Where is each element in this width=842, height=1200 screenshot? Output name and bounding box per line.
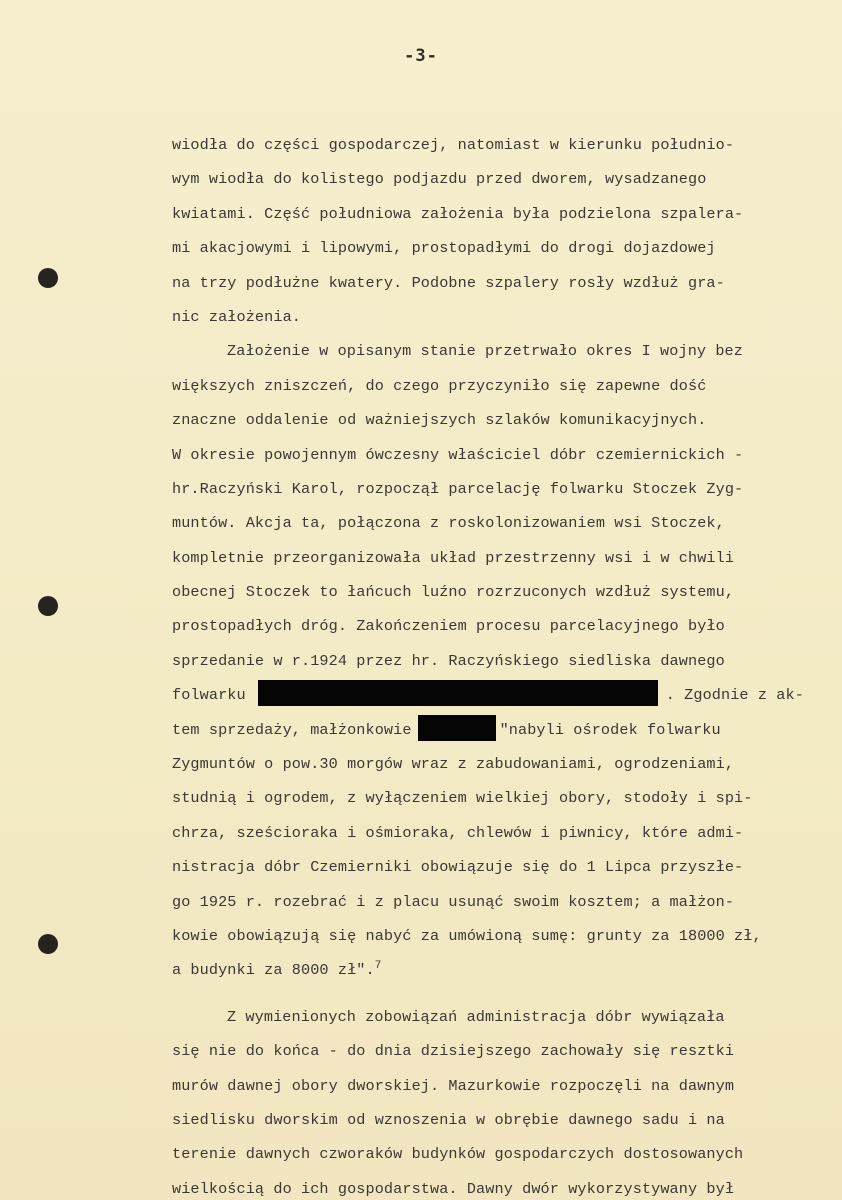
text-line: obecnej Stoczek to łańcuch luźno rozrzuconych wzdłuż systemu, [172, 583, 735, 602]
text-line: terenie dawnych czworaków budynków gospodarczych dostosowanych [172, 1145, 744, 1164]
text-line: chrza, sześcioraka i ośmioraka, chlewów i piwnicy, które admi- [172, 823, 744, 842]
text-line: sprzedanie w r.1924 przez hr. Raczyńskiego siedliska dawnego [172, 651, 725, 670]
text-line: znaczne oddalenie od ważniejszych szlaków komunikacyjnych. [172, 411, 707, 430]
text-line: hr.Raczyński Karol, rozpoczął parcelację folwarku Stoczek Zyg- [172, 479, 744, 498]
text-line: nistracja dóbr Czemierniki obowiązuje się do 1 Lipca przyszłe- [172, 858, 744, 877]
text-line: kwiatami. Część południowa założenia była podzielona szpalera- [172, 204, 744, 223]
text-line: Zygmuntów o pow.30 morgów wraz z zabudowaniami, ogrodzeniami, [172, 755, 735, 774]
text-line: wielkością do ich gospodarstwa. Dawny dwór wykorzystywany był [172, 1179, 735, 1198]
text-line: siedlisku dworskim od wznoszenia w obrębie dawnego sadu i na [172, 1110, 725, 1129]
text-line: się nie do końca - do dnia dzisiejszego zachowały się resztki [172, 1042, 735, 1061]
text-segment: tem sprzedaży, małżonkowie [172, 720, 412, 739]
text-line: Założenie w opisanym stanie przetrwało okres I wojny bez [227, 342, 743, 361]
punch-hole [38, 596, 58, 616]
text-segment: "nabyli ośrodek folwarku [499, 720, 721, 739]
text-line [172, 678, 812, 712]
punch-hole [38, 934, 58, 954]
redaction-block [258, 680, 658, 706]
text-line: W okresie powojennym ówczesny właściciel dóbr czemiernickich - [172, 445, 744, 464]
text-line: wiodła do części gospodarczej, natomiast w kierunku południo- [172, 136, 735, 154]
text-line: nic założenia. [172, 307, 301, 326]
redaction-block [418, 715, 496, 741]
body-text [172, 128, 812, 1200]
text-line: go 1925 r. rozebrać i z placu usunąć swoim kosztem; a małżon- [172, 892, 735, 911]
text-line: prostopadłych dróg. Zakończeniem procesu parcelacyjnego było [172, 617, 725, 636]
text-line: Z wymienionych zobowiązań administracja dóbr wywiązała [227, 1007, 725, 1026]
text-line: studnią i ogrodem, z wyłączeniem wielkiej obory, stodoły i spi- [172, 789, 753, 808]
text-line: kowie obowiązują się nabyć za umówioną sumę: grunty za 18000 zł, [172, 926, 762, 945]
text-segment: folwarku [172, 686, 246, 705]
text-line: wym wiodła do kolistego podjazdu przed dworem, wysadzanego [172, 170, 707, 189]
page-number: -3- [404, 46, 438, 66]
text-line: kompletnie przeorganizowała układ przestrzenny wsi i w chwili [172, 548, 735, 567]
text-segment: a budynki za 8000 zł". [172, 961, 375, 980]
text-line: większych zniszczeń, do czego przyczyniło się zapewne dość [172, 376, 707, 395]
text-line: muntów. Akcja ta, połączona z roskolonizowaniem wsi Stoczek, [172, 514, 725, 533]
text-line: na trzy podłużne kwatery. Podobne szpalery rosły wzdłuż gra- [172, 273, 725, 292]
text-segment: . Zgodnie z ak- [665, 686, 804, 705]
footnote-ref: 7 [374, 960, 382, 973]
text-line [172, 953, 812, 987]
punch-hole [38, 268, 58, 288]
text-line: murów dawnej obory dworskiej. Mazurkowie rozpoczęli na dawnym [172, 1076, 735, 1095]
text-line [172, 713, 812, 747]
text-line: mi akacjowymi i lipowymi, prostopadłymi do drogi dojazdowej [172, 239, 716, 258]
